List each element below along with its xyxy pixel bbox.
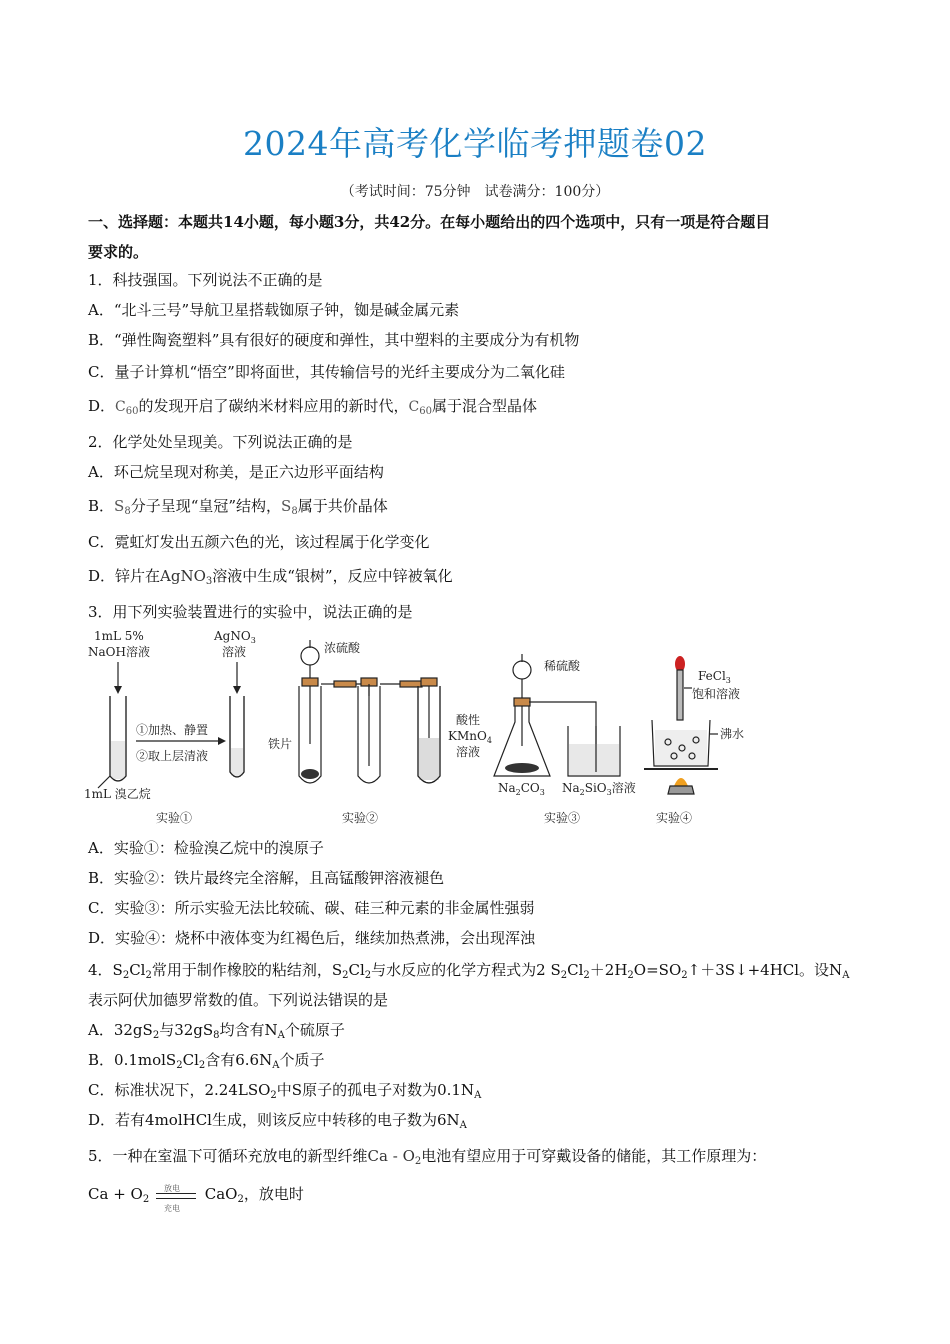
exp2-acid-label: 浓硫酸 [324, 641, 361, 655]
exp1-bottom-label: 1mL 溴乙烷 [84, 787, 151, 801]
exp2-iron [301, 769, 319, 779]
exp1-step-arrow-head [218, 737, 226, 745]
experiment-figure [84, 626, 764, 831]
q2-option-a: A．环己烷呈现对称美，是正六边形平面结构 [88, 463, 384, 481]
q1-option-a: A．“北斗三号”导航卫星搭载铷原子钟，铷是碱金属元素 [88, 301, 460, 319]
q1-option-b: B．“弹性陶瓷塑料”具有很好的硬度和弹性，其中塑料的主要成分为有机物 [88, 331, 580, 349]
q5-equation: $Ca + O_2$ 放电 充电 CaO$_2$，放电时 [88, 1184, 304, 1205]
exp3-na2sio3-label: $Na_2SiO_3$溶液 [562, 781, 636, 797]
section-heading-line1: 一、选择题：本题共14小题，每小题3分，共42分。在每小题给出的四个选项中，只有一项是符合题目 [88, 213, 771, 231]
exp3-acid-label: 稀硫酸 [544, 659, 581, 673]
reversible-arrow [154, 1184, 200, 1213]
q5-stem: 5．一种在室温下可循环充放电的新型纤维Ca - $O_2$电池有望应用于可穿戴设备的储能，其工作原理为： [88, 1147, 767, 1167]
exp3-na2co3-label: $Na_2CO_3$ [498, 781, 545, 797]
exp4-saturated-label: 饱和溶液 [692, 687, 741, 701]
exp1-liquid-left [111, 741, 125, 779]
formula-s8: $S_8$ [114, 497, 131, 517]
exp2-funnel-bulb [301, 647, 319, 665]
q3-option-c: C．实验③：所示实验无法比较硫、碳、硅三种元素的非金属性强弱 [88, 899, 535, 917]
exp2-hose2 [400, 681, 422, 687]
exp2-iron-label: 铁片 [268, 737, 293, 751]
q2-option-c: C．霓虹灯发出五颜六色的光，该过程属于化学变化 [88, 533, 430, 551]
page-title: 2024年高考化学临考押题卷02 [243, 124, 707, 163]
exp4-burner [668, 786, 694, 794]
exam-info: （考试时间：75分钟 试卷满分：100分） [340, 184, 610, 200]
exp1-reagent-line1: 1mL 5% [94, 629, 144, 643]
q3-option-b: B．实验②：铁片最终完全溶解，且高锰酸钾溶液褪色 [88, 869, 445, 887]
q3-stem: 3．用下列实验装置进行的实验中，说法正确的是 [88, 603, 413, 621]
exp2-kmno4-label: KMnO$_4$ [448, 729, 492, 745]
exp1-agno3: AgNO$_3$ [214, 629, 256, 645]
exp3-label: 实验③ [544, 811, 581, 825]
section-heading-line2: 要求的。 [88, 243, 149, 261]
discharge-label: 放电 [163, 1184, 180, 1193]
formula-ca-o2: Ca - $O_2$ [367, 1147, 422, 1167]
exp4-fecl3-label: FeCl$_3$ [698, 669, 731, 685]
q1-d-middle: 的发现开启了碳纳米材料应用的新时代， [138, 397, 409, 415]
formula-c60: $C_{60}$ [115, 399, 139, 417]
exp4-label: 实验④ [656, 811, 693, 825]
exp4-water-label: 沸水 [720, 727, 745, 741]
exp1-arrow-head [114, 686, 122, 694]
q4-option-b: B．$0.1molS_2Cl_2$含有$6.6N_A$个质子 [88, 1051, 325, 1071]
q2-stem: 2．化学处处呈现美。下列说法正确的是 [88, 433, 353, 451]
q2-option-b: B．$S_8$分子呈现“皇冠”结构，$S_8$属于共价晶体 [88, 497, 388, 517]
q1-option-d [88, 396, 537, 417]
q4-stem-line2: 表示阿伏加德罗常数的值。下列说法错误的是 [88, 991, 389, 1009]
q4-option-a: A．$32gS_2$与$32gS_8$均含有$N_A$个硫原子 [88, 1021, 345, 1041]
exp2-label: 实验② [342, 811, 379, 825]
formula-c60: $C_{60}$ [408, 399, 432, 417]
exp2-acidic-label: 酸性 [456, 713, 481, 727]
exp2-stopper [302, 678, 318, 686]
exp3-stopper [514, 698, 530, 706]
exp4-dropper-tube [677, 670, 683, 720]
exp1-agno3-solution: 溶液 [222, 645, 247, 659]
exp1-reagent-line2: NaOH溶液 [88, 645, 150, 659]
exp2-stopper3 [421, 678, 437, 686]
exp1-label: 实验① [156, 811, 193, 825]
formula-agno3: AgNO$_3$ [160, 567, 213, 587]
exp1-step2: ②取上层清液 [136, 749, 209, 763]
exp1-liquid-right [231, 748, 243, 776]
charge-label: 充电 [163, 1204, 180, 1213]
q3-option-a: A．实验①：检验溴乙烷中的溴原子 [88, 839, 324, 857]
exp1-arrow2-head [233, 686, 241, 694]
q2-option-d: D．锌片在AgNO$_3$溶液中生成“银树”，反应中锌被氧化 [88, 567, 453, 587]
q1-stem: 1．科技强国。下列说法不正确的是 [88, 271, 323, 289]
exp2-hose1 [334, 681, 356, 687]
exp2-kmno4-liquid [419, 738, 439, 780]
arrow-line [156, 1193, 196, 1194]
q3-option-d: D．实验④：烧杯中液体变为红褐色后，继续加热煮沸，会出现浑浊 [88, 929, 536, 947]
exp3-silicate-liquid [569, 744, 619, 775]
q4-option-c: C．标准状况下，$2.24LSO_2$中S原子的孤电子对数为$0.1N_A$ [88, 1081, 482, 1101]
q1-d-end: 属于混合型晶体 [431, 397, 537, 415]
q1-option-c: C．量子计算机“悟空”即将面世，其传输信号的光纤主要成分为二氧化硅 [88, 363, 565, 381]
exp3-carbonate [505, 763, 539, 773]
q1-d-prefix: D． [88, 397, 116, 415]
exp1-step1: ①加热、静置 [136, 723, 209, 737]
q4-stem-line1: 4．$S_2Cl_2$常用于制作橡胶的粘结剂，$S_2Cl_2$与水反应的化学方程式为2 $S_2Cl_2+2H_2O=SO_2↑+3S↓+4HCl$。设$N_A$ [88, 961, 850, 981]
exp2-solution-label: 溶液 [456, 745, 481, 759]
exp3-funnel-bulb [513, 661, 531, 679]
formula-s8: $S_8$ [281, 497, 298, 517]
q4-option-d: D．若有4molHCl生成，则该反应中转移的电子数为$6N_A$ [88, 1111, 467, 1131]
exp4-flame [674, 778, 688, 786]
exp4-water [655, 730, 707, 765]
